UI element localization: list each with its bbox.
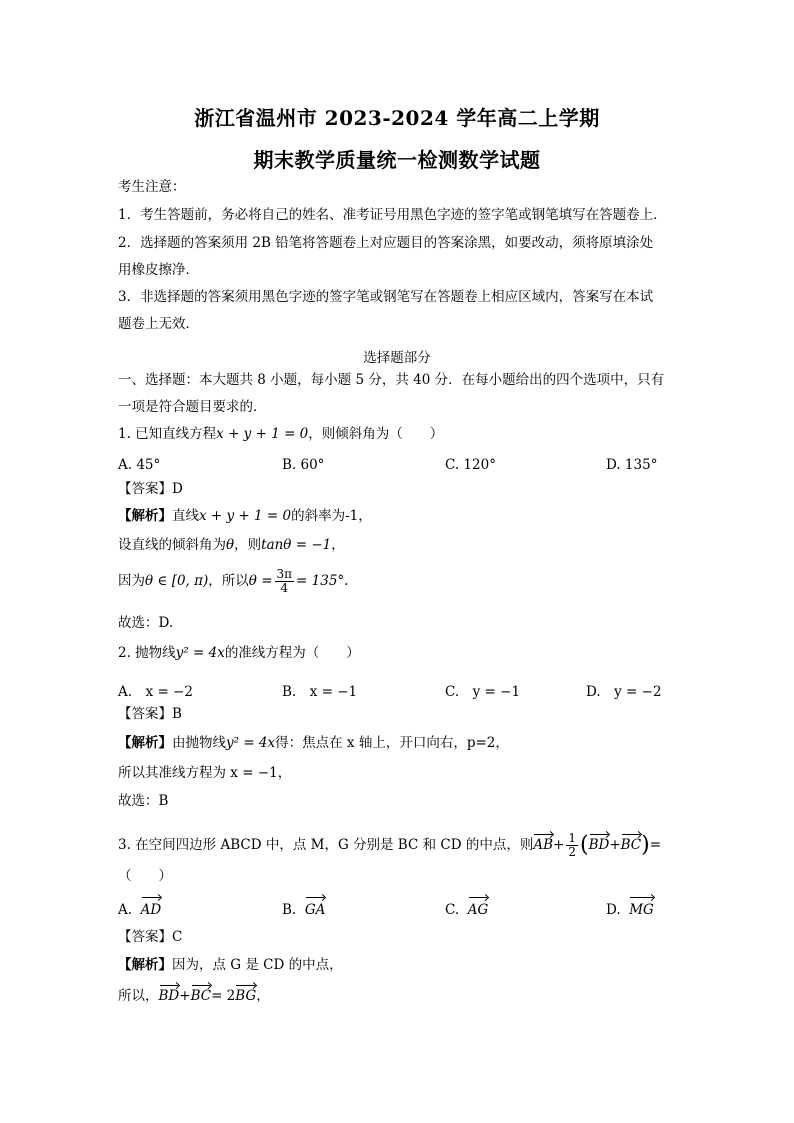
- q1-exp2-post: ，: [331, 537, 345, 553]
- q1-answer: 【答案】D: [118, 481, 183, 497]
- q2-stem: [118, 647, 360, 661]
- q3-option-c-vector: AG: [467, 902, 489, 918]
- q3-option-b-vector: GA: [304, 902, 326, 918]
- q1-stem-post: ，则倾斜角为（ ）: [308, 426, 444, 442]
- q3-stem-text: 3. 在空间四边形 ABCD 中，点 M，G 分别是 BC 和 CD 的中点，则: [118, 837, 534, 854]
- q3-half: [566, 832, 578, 859]
- q2-exp1-pre: 由抛物线: [172, 735, 226, 751]
- q2-explanation-2: 所以其准线方程为 x = −1，: [118, 765, 292, 781]
- q2-explanation-1: [118, 737, 509, 751]
- q2-explanation-label: 【解析】: [118, 735, 172, 751]
- q1-exp1-pre: 直线: [172, 508, 199, 524]
- q1-explanation-1: [118, 510, 372, 524]
- q2-stem-equation: y² = 4x: [175, 645, 225, 661]
- q2-stem-post: 的准线方程为（ ）: [224, 645, 360, 661]
- q1-exp1-equation: x + y + 1 = 0: [199, 508, 292, 524]
- q1-exp3-numerator: 3π: [276, 567, 293, 581]
- q3-exp2-vector-bg: BG: [235, 988, 257, 1004]
- q3-option-a-label: A.: [118, 902, 133, 918]
- q3-option-a: [118, 902, 161, 918]
- q3-answer: 【答案】C: [118, 929, 183, 945]
- notice-item-2a: 2．选择题的答案须用 2B 铅笔将答题卷上对应题目的答案涂黑，如要改动，须将原填涂处: [118, 235, 654, 251]
- q1-explanation-3: [118, 568, 348, 595]
- title-line-1: 浙江省温州市 2023-2024 学年高二上学期: [194, 106, 600, 130]
- q3-explanation-label: 【解析】: [118, 957, 172, 973]
- q1-option-b: B. 60°: [282, 457, 325, 473]
- section-intro-a: 一、选择题：本大题共 8 小题，每小题 5 分，共 40 分．在每小题给出的四个选项中，只有: [118, 372, 665, 388]
- q1-exp3-lhs: θ =: [248, 573, 273, 590]
- section-intro-b: 一项是符合题目要求的．: [118, 399, 267, 415]
- q3-half-denominator: 2: [568, 845, 576, 860]
- section-heading: 选择题部分: [363, 350, 431, 366]
- q3-option-d-vector: MG: [629, 902, 654, 918]
- q3-option-b-label: B.: [282, 902, 297, 918]
- q1-stem-pre: 1. 已知直线方程: [118, 426, 217, 442]
- q2-option-d: D. y = −2: [586, 684, 662, 700]
- q3-exp2-plus: +: [179, 988, 191, 1004]
- q3-explanation-1: [118, 959, 343, 973]
- q3-equals: =: [649, 837, 662, 854]
- q1-exp3-pre: 因为: [118, 573, 145, 590]
- q3-blank: （ ）: [118, 868, 172, 884]
- q1-exp1-post: 的斜率为-1，: [291, 508, 372, 524]
- q3-plus: +: [553, 837, 565, 854]
- q2-answer: 【答案】B: [118, 706, 182, 722]
- q3-left-paren: (: [579, 832, 589, 858]
- q1-exp2-pre: 设直线的倾斜角为: [118, 537, 226, 553]
- q1-option-a: A. 45°: [118, 457, 161, 473]
- q3-stem: [118, 832, 661, 859]
- q1-stem-equation: x + y + 1 = 0: [216, 426, 309, 442]
- q2-option-a: A. x = −2: [118, 684, 193, 700]
- q3-exp2-vector-bc: BC: [190, 988, 212, 1004]
- q3-option-d-label: D.: [606, 902, 621, 918]
- q1-exp2-theta: θ: [226, 537, 235, 553]
- q3-exp2-vector-bd: BD: [158, 988, 180, 1004]
- q3-option-b: [282, 902, 325, 918]
- q1-stem: [118, 428, 443, 442]
- notice-item-3a: 3．非选择题的答案须用黑色字迹的签字笔或钢笔写在答题卷上相应区域内，答案写在本试: [118, 289, 654, 305]
- q3-vector-bd: BD: [588, 837, 610, 854]
- q3-half-numerator: 1: [568, 831, 576, 845]
- notice-item-2b: 用橡皮擦净．: [118, 262, 199, 278]
- notice-item-1: 1．考生答题前，务必将自己的姓名、准考证号用黑色字迹的签字笔或钢笔填写在答题卷上．: [118, 207, 667, 223]
- notice-heading: 考生注意：: [118, 179, 186, 195]
- q1-exp2-equation: tanθ = −1: [261, 537, 332, 553]
- q2-exp1-post: 得：焦点在 x 轴上，开口向右，p=2，: [275, 735, 509, 751]
- q1-exp3-rhs: = 135°.: [296, 573, 349, 590]
- q3-option-d: [606, 902, 654, 918]
- q1-exp3-fraction: [275, 568, 295, 595]
- q3-right-paren: ): [641, 832, 650, 858]
- q1-choose: 故选：D.: [118, 615, 174, 631]
- q1-option-d: D. 135°: [606, 457, 658, 473]
- q2-option-b: B. x = −1: [282, 684, 358, 700]
- q1-exp3-mid: ，所以: [208, 573, 249, 590]
- q2-choose: 故选：B: [118, 793, 169, 809]
- q2-exp1-equation: y² = 4x: [226, 735, 276, 751]
- q3-vector-bc: BC: [620, 837, 642, 854]
- q1-exp2-mid: ，则: [234, 537, 262, 553]
- q3-exp2-mid: = 2: [211, 988, 236, 1004]
- q3-option-a-vector: AD: [140, 902, 162, 918]
- q1-exp3-condition: θ ∈ [0, π): [145, 573, 209, 590]
- q3-exp2-pre: 所以，: [118, 988, 159, 1004]
- q3-exp1-text: 因为，点 G 是 CD 的中点，: [172, 957, 343, 973]
- title-line-2: 期末教学质量统一检测数学试题: [253, 148, 541, 172]
- q3-inner-plus: +: [609, 837, 621, 854]
- q1-exp3-denominator: 4: [280, 581, 289, 596]
- q3-option-c-label: C.: [445, 902, 460, 918]
- q1-explanation-label: 【解析】: [118, 508, 172, 524]
- notice-item-3b: 题卷上无效．: [118, 316, 199, 332]
- q3-option-c: [445, 902, 488, 918]
- q1-option-c: C. 120°: [445, 457, 496, 473]
- q2-option-c: C. y = −1: [445, 684, 521, 700]
- q2-stem-pre: 2. 抛物线: [118, 645, 176, 661]
- q3-exp2-post: ，: [256, 988, 270, 1004]
- q1-explanation-2: [118, 539, 345, 553]
- q3-vector-ab: AB: [533, 837, 554, 854]
- q3-explanation-2: [118, 990, 270, 1004]
